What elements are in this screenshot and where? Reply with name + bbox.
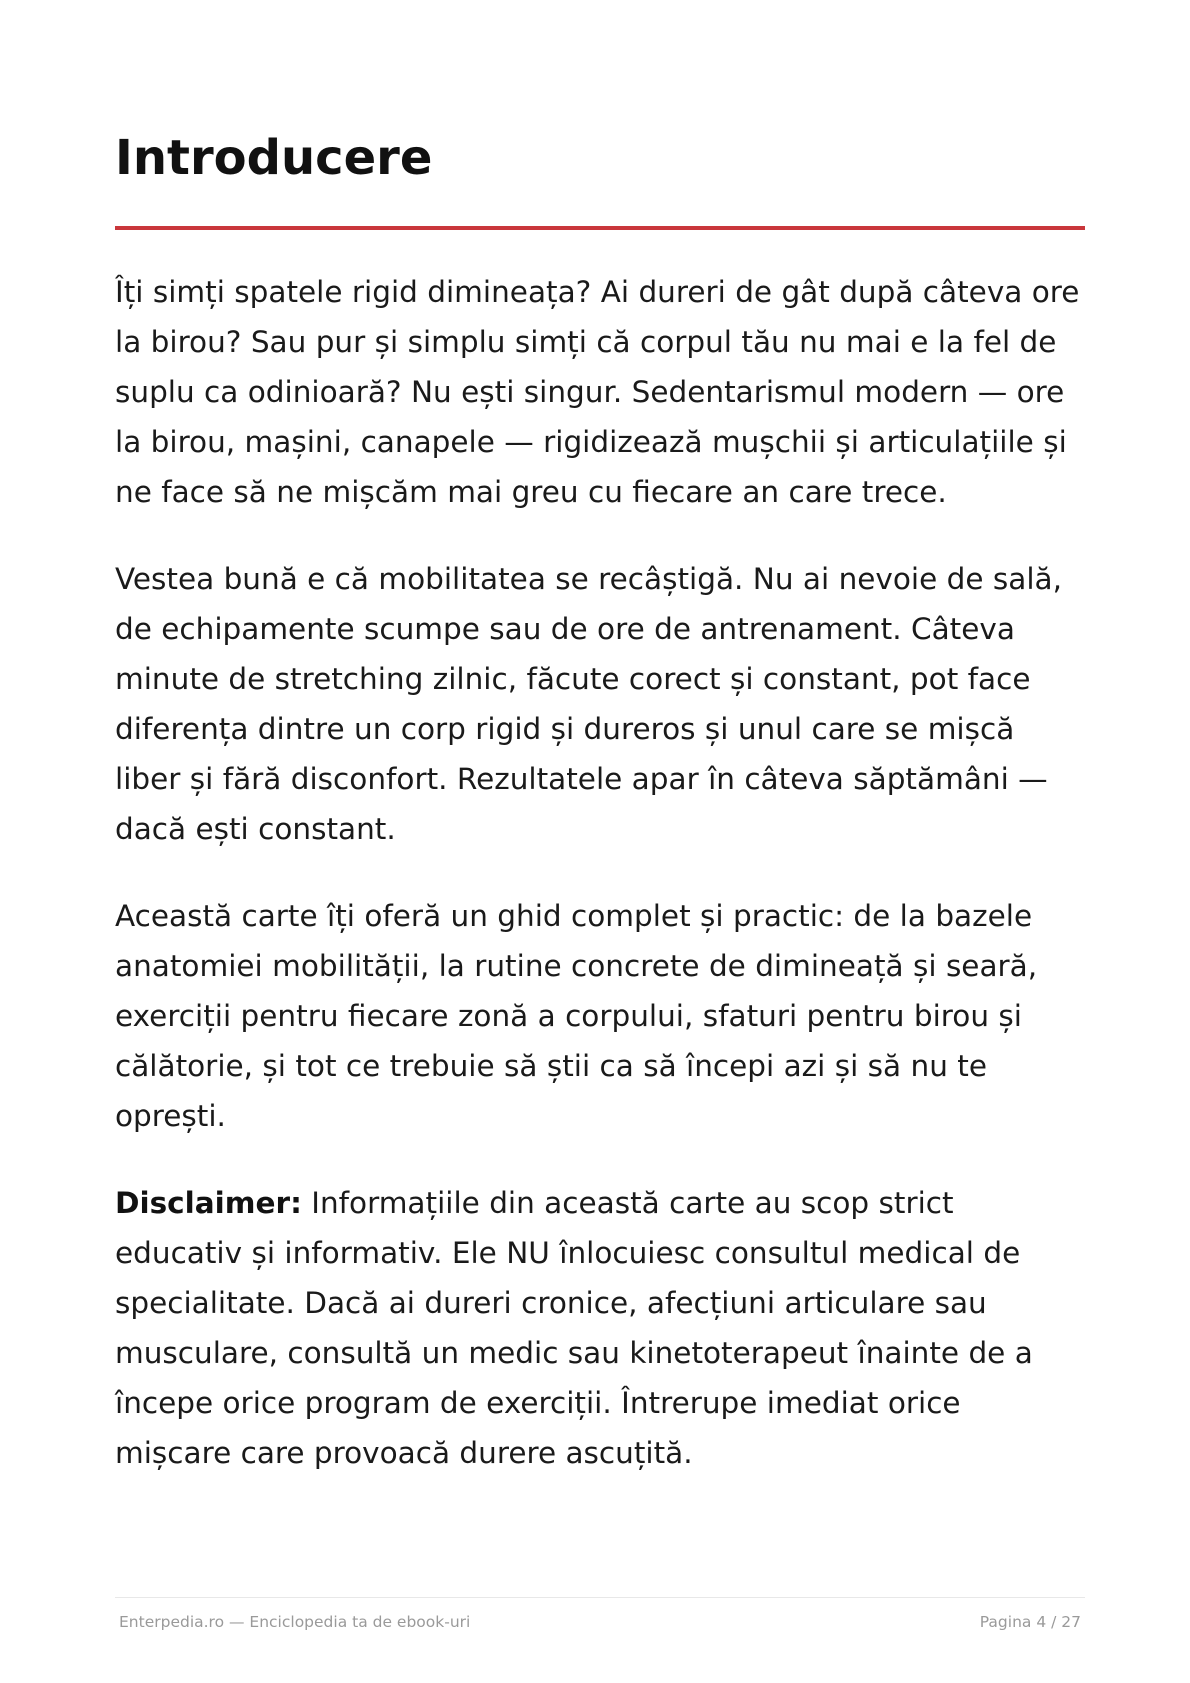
page-title: Introducere — [115, 130, 433, 186]
disclaimer-text: Informațiile din această carte au scop strict educativ și informativ. Ele NU înlocuiesc consultul medical de specialitate. Dacă ai dureri cronice, afecțiuni articulare sau musculare, consultă un medic sau kinetoterapeut înainte de a începe orice program de exerciții. Întrerupe imediat orice mișcare care provoacă durere ascuțită. — [115, 1186, 1033, 1470]
footer-page-number: Pagina 4 / 27 — [979, 1613, 1081, 1631]
body-text — [115, 267, 1085, 1515]
footer-divider — [115, 1597, 1085, 1598]
title-divider — [115, 226, 1085, 230]
document-page — [115, 0, 1085, 1683]
paragraph-book-overview: Această carte îți oferă un ghid complet și practic: de la bazele anatomiei mobilității, la rutine concrete de dimineață și seară, exerciții pentru fiecare zonă a corpului, sfaturi pentru birou și călătorie, și tot ce trebuie să știi ca să începi azi și să nu te oprești. — [115, 899, 1038, 1133]
disclaimer-label: Disclaimer: — [115, 1186, 302, 1220]
paragraph-intro: Îți simți spatele rigid dimineața? Ai dureri de gât după câteva ore la birou? Sau pur și simplu simți că corpul tău nu mai e la fel de suplu ca odinioară? Nu ești singur. Sedentarismul modern — ore la birou, mașini, canapele — rigidizează mușchii și articulațiile și ne face să ne mișcăm mai greu cu fiecare an care trece. — [115, 275, 1080, 509]
footer-site-name: Enterpedia.ro — Enciclopedia ta de ebook-uri — [119, 1613, 471, 1631]
paragraph-disclaimer — [115, 1178, 1085, 1478]
paragraph-good-news: Vestea bună e că mobilitatea se recâștigă. Nu ai nevoie de sală, de echipamente scumpe sau de ore de antrenament. Câteva minute de stretching zilnic, făcute corect și constant, pot face diferența dintre un corp rigid și dureros și unul care se mișcă liber și fără disconfort. Rezultatele apar în câteva săptămâni — dacă ești constant. — [115, 562, 1062, 846]
